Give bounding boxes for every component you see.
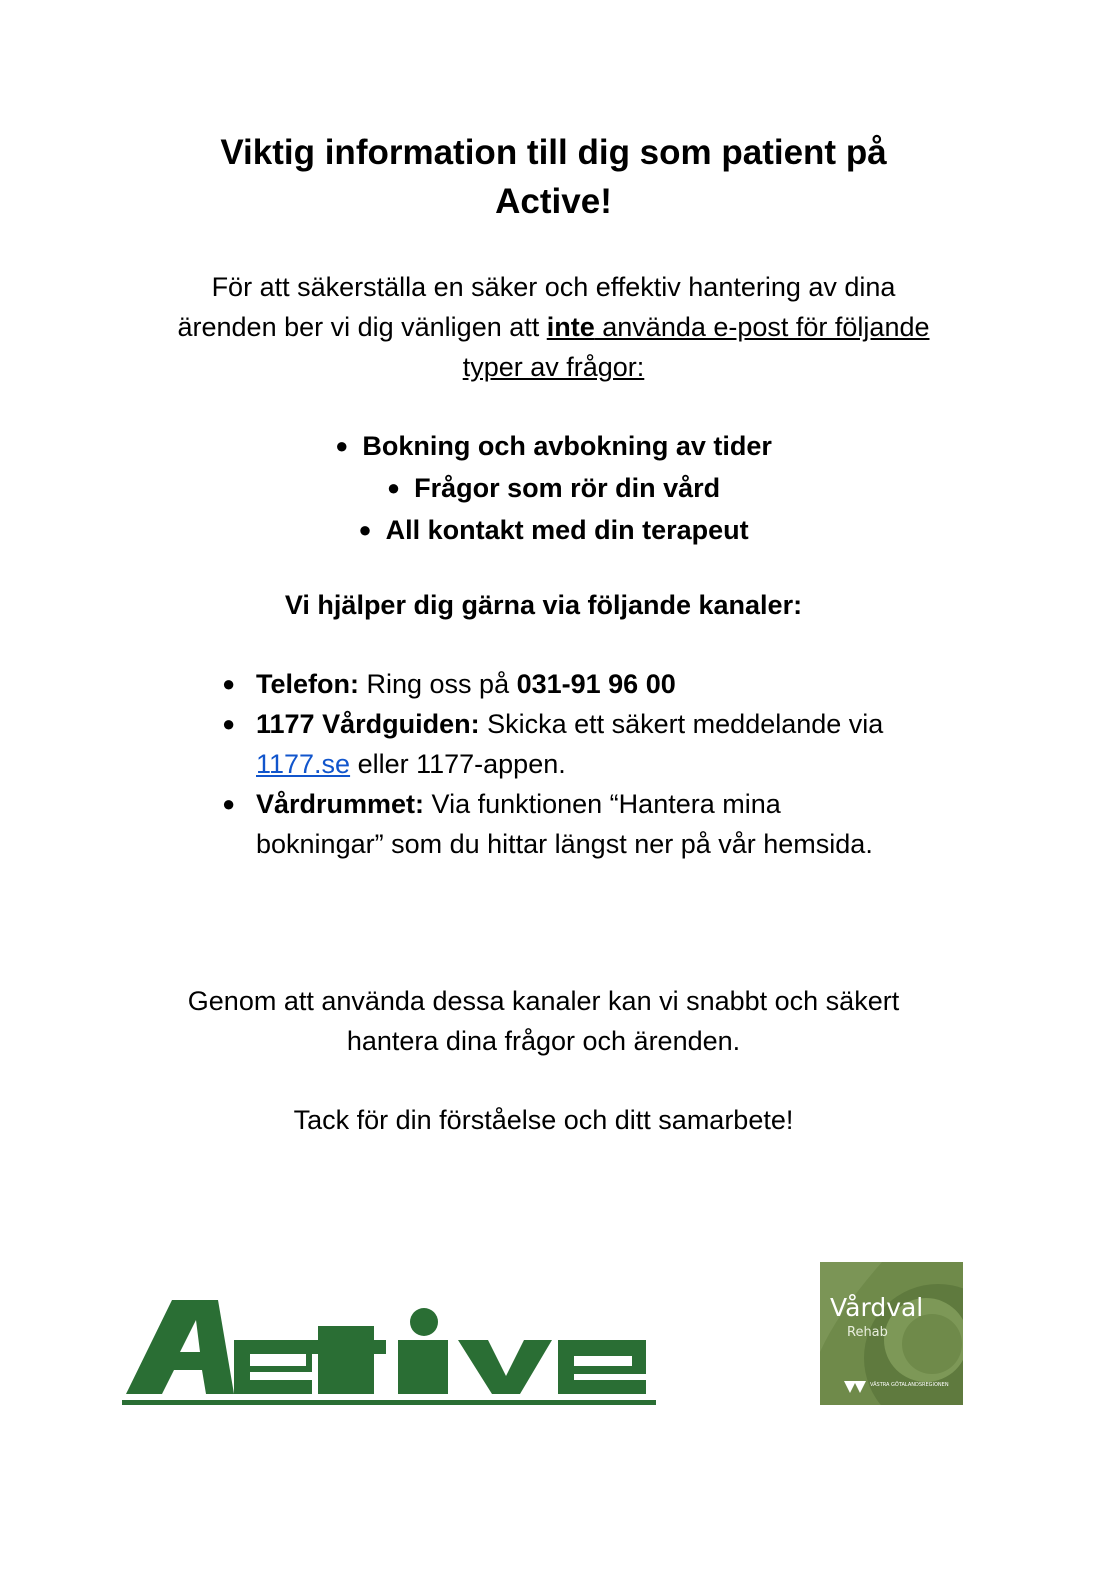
vardval-rehab-logo — [820, 1262, 963, 1405]
category-item — [0, 426, 1107, 468]
channel-phone-label: Telefon: — [256, 669, 359, 699]
intro-line-2-post: använda e-post för följande — [594, 312, 930, 342]
bullet-icon: ● — [386, 475, 401, 500]
closing-line-1: Genom att använda dessa kanaler kan vi snabbt och säkert — [187, 986, 900, 1016]
intro-line-3: typer av frågor: — [462, 352, 645, 382]
vgr-text: VÄSTRA GÖTALANDSREGIONEN — [870, 1382, 949, 1388]
intro-paragraph — [0, 267, 1107, 387]
phone-number: 031-91 96 00 — [516, 669, 676, 699]
vardval-subtitle: Rehab — [847, 1325, 888, 1340]
channel-phone — [222, 664, 982, 704]
intro-line-1: För att säkerställa en säker och effektiv hantering av dina — [211, 272, 896, 302]
channel-vardrummet-text-2: bokningar” som du hittar längst ner på vår hemsida. — [256, 829, 873, 859]
title-line-1: Viktig information till dig som patient på — [220, 133, 887, 172]
closing-line-2: hantera dina frågor och ärenden. — [346, 1026, 741, 1056]
intro-line-2 — [0, 307, 1107, 347]
category-label: All kontakt med din terapeut — [385, 515, 749, 545]
bullet-icon: ● — [358, 517, 372, 542]
bullet-icon: ● — [335, 433, 349, 458]
channel-vardrummet-text-1: Via funktionen “Hantera mina — [424, 789, 781, 819]
intro-line-2-pre: ärenden ber vi dig vänligen att — [177, 312, 547, 342]
channel-1177-label: 1177 Vårdguiden: — [256, 709, 480, 739]
active-logo-text: Active — [390, 1356, 393, 1357]
category-item — [0, 468, 1107, 510]
bullet-icon: ● — [222, 711, 236, 736]
channel-vardrummet — [222, 784, 982, 864]
closing-paragraph — [0, 981, 1087, 1061]
channel-vardrummet-label: Vårdrummet: — [256, 789, 425, 819]
channel-1177-text: Skicka ett säkert meddelande via — [479, 709, 884, 739]
bullet-icon: ● — [222, 671, 236, 696]
category-label: Bokning och avbokning av tider — [362, 431, 772, 461]
channel-list — [222, 664, 982, 864]
link-1177[interactable]: 1177.se — [256, 749, 351, 779]
category-item — [0, 510, 1107, 552]
channel-1177-after: eller 1177-appen. — [350, 749, 566, 779]
channel-phone-text: Ring oss på — [359, 669, 517, 699]
vardval-swirl-icon — [820, 1262, 963, 1405]
thanks-text: Tack för din förståelse och ditt samarbete! — [293, 1105, 794, 1135]
channels-heading: Vi hjälper dig gärna via följande kanaler: — [284, 590, 803, 620]
title-line-2: Active! — [495, 182, 612, 221]
category-label: Frågor som rör din vård — [414, 473, 721, 503]
bullet-icon: ● — [222, 791, 236, 816]
active-logo — [122, 1296, 658, 1408]
channel-1177 — [222, 704, 982, 784]
intro-emphasis: inte — [546, 312, 595, 342]
category-list — [0, 426, 1107, 552]
page-title — [0, 128, 1107, 226]
vardval-title: Vårdval — [830, 1293, 924, 1322]
